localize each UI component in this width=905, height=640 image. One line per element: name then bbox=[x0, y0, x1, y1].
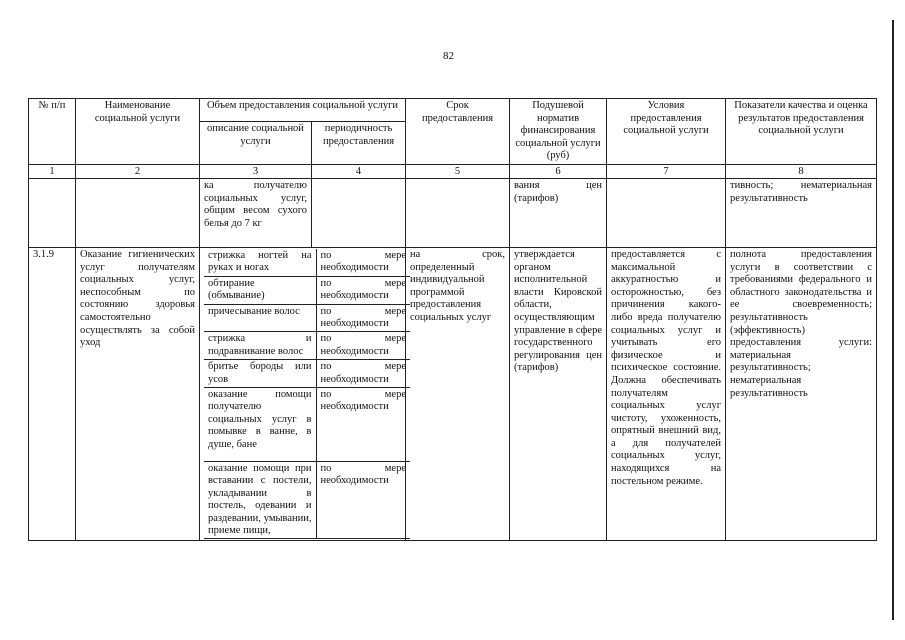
item-description: стрижка и подравнивание волос bbox=[204, 332, 316, 360]
column-number: 8 bbox=[726, 164, 877, 178]
service-items-table bbox=[204, 249, 410, 540]
cell-empty bbox=[29, 178, 76, 247]
continuation-normative: вания цен (тарифов) bbox=[510, 178, 607, 247]
column-number: 2 bbox=[76, 164, 200, 178]
service-item bbox=[204, 388, 410, 462]
header-conditions: Условия предоставления социальной услуги bbox=[607, 99, 726, 165]
service-item bbox=[204, 276, 410, 304]
service-number: 3.1.9 bbox=[29, 247, 76, 541]
service-items bbox=[200, 247, 406, 541]
header-periodicity: периодичность предоставления bbox=[312, 122, 406, 164]
header-volume-group: Объем предоставления социальной услуги bbox=[200, 99, 406, 122]
service-row bbox=[29, 247, 877, 541]
service-item bbox=[204, 462, 410, 539]
services-table bbox=[28, 98, 877, 541]
page-number: 82 bbox=[443, 50, 454, 62]
service-item bbox=[204, 304, 410, 332]
item-description: оказание помощи при вставании с постели, укладывании в постель, одевании и раздевании, умывании, приеме пищи, bbox=[204, 462, 316, 539]
item-periodicity: по мере необходимости bbox=[316, 360, 410, 388]
column-number: 3 bbox=[200, 164, 312, 178]
header-normative: Подушевой норматив финансирования социальной услуги (руб) bbox=[510, 99, 607, 165]
item-periodicity: по мере необходимости bbox=[316, 388, 410, 462]
service-item bbox=[204, 360, 410, 388]
column-number-row bbox=[29, 164, 877, 178]
header-row bbox=[29, 99, 877, 122]
item-periodicity: по мере необходимости bbox=[316, 332, 410, 360]
item-periodicity: по мере необходимости bbox=[316, 276, 410, 304]
page-edge-line bbox=[892, 20, 894, 620]
service-quality: полнота предоставления услуги в соответствии с требованиями федерального и областного законодательства и ее своевременность; результативность (эффективность) предоставления услуги: материальная результативность; нематериальная результативность bbox=[726, 247, 877, 541]
column-number: 4 bbox=[312, 164, 406, 178]
service-term: на срок, определенный индивидуальной программой предоставления социальных услуг bbox=[406, 247, 510, 541]
item-periodicity: по мере необходимости bbox=[316, 249, 410, 276]
column-number: 6 bbox=[510, 164, 607, 178]
column-number: 5 bbox=[406, 164, 510, 178]
continuation-description: ка получателю социальных услуг, общим весом сухого белья до 7 кг bbox=[200, 178, 312, 247]
item-periodicity: по мере необходимости bbox=[316, 304, 410, 332]
service-item bbox=[204, 332, 410, 360]
cell-empty bbox=[312, 178, 406, 247]
cell-empty bbox=[76, 178, 200, 247]
item-description: причесывание волос bbox=[204, 304, 316, 332]
item-description: стрижка ногтей на руках и ногах bbox=[204, 249, 316, 276]
cell-empty bbox=[607, 178, 726, 247]
cell-empty bbox=[406, 178, 510, 247]
service-item bbox=[204, 249, 410, 276]
header-number: № п/п bbox=[29, 99, 76, 165]
service-conditions: предоставляется с максимальной аккуратностью и осторожностью, без причинения какого-либо вреда получателю социальных услуг и учитывать его физическое и психическое состояние. Должна обеспечивать получателям социальных услуг чистоту, ухоженность, опрятный внешний вид, а для получателей социальных услуг, находящихся на постельном режиме. bbox=[607, 247, 726, 541]
header-description: описание социальной услуги bbox=[200, 122, 312, 164]
item-description: обтирание (обмывание) bbox=[204, 276, 316, 304]
service-normative: утверждается органом исполнительной власти Кировской области, осуществляющим управление в сфере государственного регулирования цен (тарифов) bbox=[510, 247, 607, 541]
service-name: Оказание гигиенических услуг получателям социальных услуг, неспособным по состоянию здоровья самостоятельно осуществлять за собой уход bbox=[76, 247, 200, 541]
header-quality: Показатели качества и оценка результатов предоставления социальной услуги bbox=[726, 99, 877, 165]
column-number: 1 bbox=[29, 164, 76, 178]
continuation-row bbox=[29, 178, 877, 247]
header-service-name: Наименование социальной услуги bbox=[76, 99, 200, 165]
continuation-quality: тивность; нематериальная результативность bbox=[726, 178, 877, 247]
item-description: оказание помощи получателю социальных услуг в помывке в ванне, в душе, бане bbox=[204, 388, 316, 462]
column-number: 7 bbox=[607, 164, 726, 178]
header-term: Срок предоставления bbox=[406, 99, 510, 165]
item-description: бритье бороды или усов bbox=[204, 360, 316, 388]
item-periodicity: по мере необходимости bbox=[316, 462, 410, 539]
